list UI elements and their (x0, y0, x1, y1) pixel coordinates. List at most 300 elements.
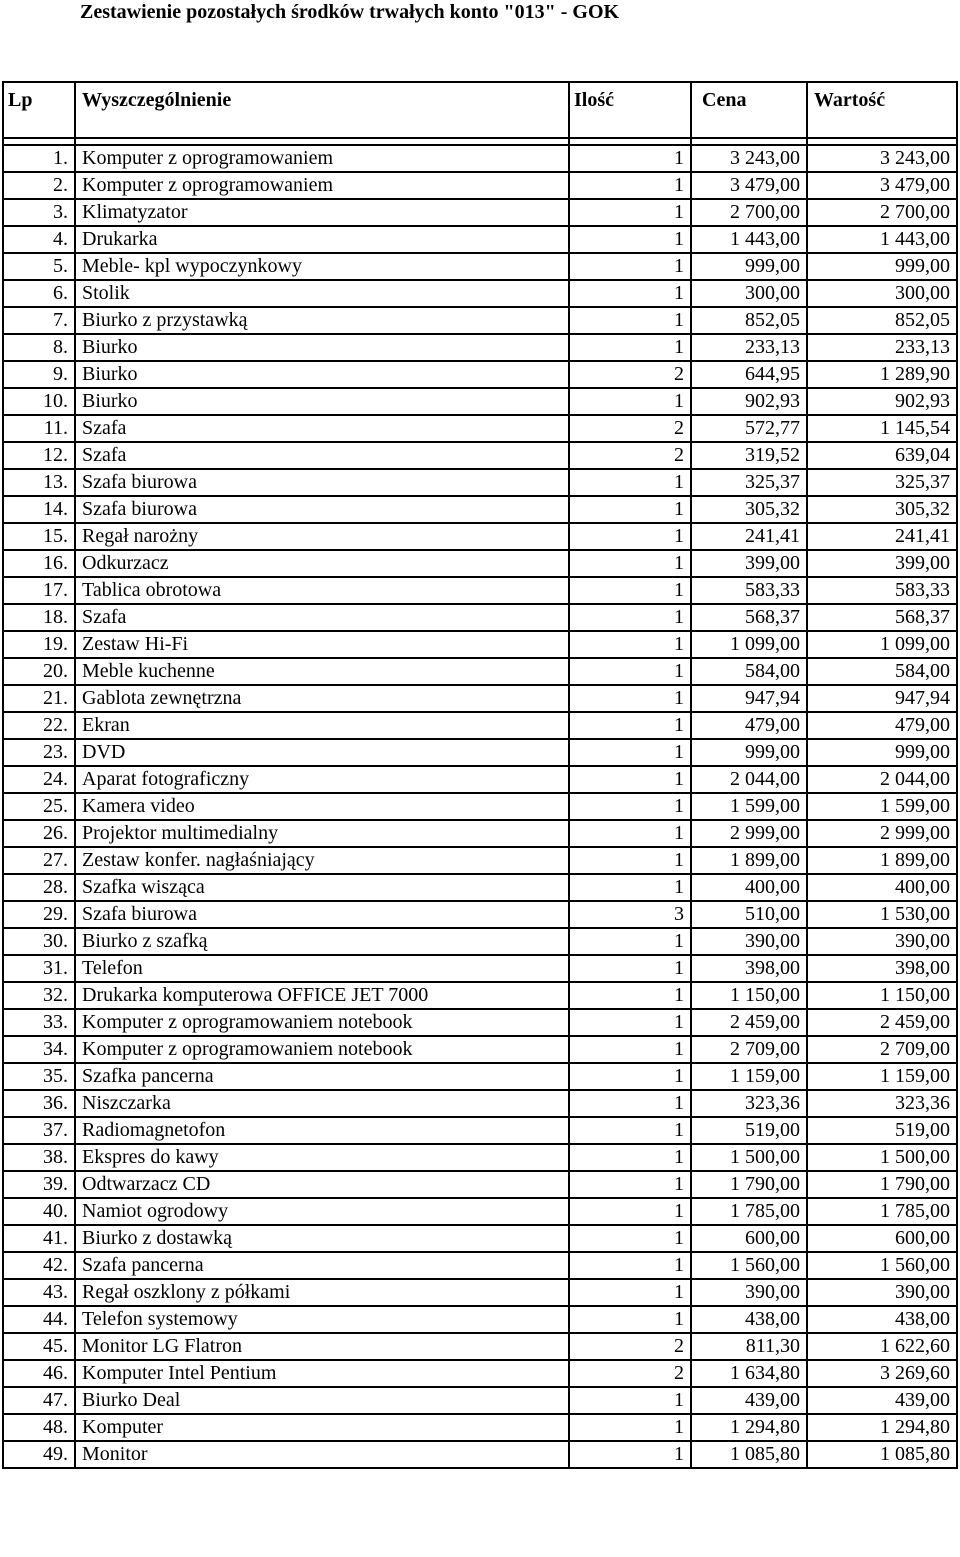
cell-name: Telefon systemowy (75, 1306, 569, 1333)
cell-price: 510,00 (691, 901, 807, 928)
table-row (3, 1360, 957, 1387)
cell-quantity: 1 (569, 1063, 691, 1090)
cell-name: Komputer z oprogramowaniem (75, 172, 569, 199)
cell-lp: 2. (3, 172, 75, 199)
cell-quantity: 1 (569, 1414, 691, 1441)
cell-quantity: 1 (569, 523, 691, 550)
cell-quantity: 1 (569, 496, 691, 523)
page-title: Zestawienie pozostałych środków trwałych konto "013" - GOK (80, 1, 620, 23)
cell-name: Biurko z przystawką (75, 307, 569, 334)
cell-price: 2 700,00 (691, 199, 807, 226)
cell-lp: 24. (3, 766, 75, 793)
cell-name: Ekran (75, 712, 569, 739)
table-row (3, 1225, 957, 1252)
cell-price: 2 459,00 (691, 1009, 807, 1036)
cell-price: 319,52 (691, 442, 807, 469)
header-price: Cena (691, 82, 807, 138)
cell-quantity: 1 (569, 685, 691, 712)
cell-lp: 14. (3, 496, 75, 523)
table-row (3, 847, 957, 874)
cell-value: 1 785,00 (807, 1198, 957, 1225)
cell-name: DVD (75, 739, 569, 766)
table-row (3, 1414, 957, 1441)
cell-quantity: 1 (569, 145, 691, 172)
cell-name: Niszczarka (75, 1090, 569, 1117)
cell-quantity: 1 (569, 469, 691, 496)
table-row (3, 1441, 957, 1468)
cell-price: 325,37 (691, 469, 807, 496)
cell-price: 947,94 (691, 685, 807, 712)
cell-lp: 15. (3, 523, 75, 550)
cell-name: Gablota zewnętrzna (75, 685, 569, 712)
cell-quantity: 1 (569, 253, 691, 280)
cell-value: 1 500,00 (807, 1144, 957, 1171)
table-row (3, 820, 957, 847)
cell-lp: 41. (3, 1225, 75, 1252)
cell-lp: 10. (3, 388, 75, 415)
cell-value: 241,41 (807, 523, 957, 550)
cell-price: 1 150,00 (691, 982, 807, 1009)
cell-price: 644,95 (691, 361, 807, 388)
table-body (3, 138, 957, 1468)
cell-quantity: 1 (569, 1144, 691, 1171)
cell-name: Szafa biurowa (75, 496, 569, 523)
cell-quantity: 1 (569, 1198, 691, 1225)
table-row (3, 604, 957, 631)
fixed-assets-table (2, 81, 958, 1469)
cell-lp: 25. (3, 793, 75, 820)
cell-name: Namiot ogrodowy (75, 1198, 569, 1225)
table-row (3, 1279, 957, 1306)
cell-price: 233,13 (691, 334, 807, 361)
table-row (3, 253, 957, 280)
table-row (3, 280, 957, 307)
cell-value: 325,37 (807, 469, 957, 496)
cell-quantity: 1 (569, 226, 691, 253)
table-row (3, 388, 957, 415)
cell-price: 2 044,00 (691, 766, 807, 793)
cell-lp: 12. (3, 442, 75, 469)
cell-value: 583,33 (807, 577, 957, 604)
cell-lp: 7. (3, 307, 75, 334)
cell-value: 3 479,00 (807, 172, 957, 199)
cell-name: Klimatyzator (75, 199, 569, 226)
cell-price: 811,30 (691, 1333, 807, 1360)
cell-lp: 29. (3, 901, 75, 928)
cell-price: 568,37 (691, 604, 807, 631)
cell-price: 519,00 (691, 1117, 807, 1144)
table-row (3, 766, 957, 793)
cell-quantity: 2 (569, 442, 691, 469)
cell-name: Meble- kpl wypoczynkowy (75, 253, 569, 280)
cell-name: Szafa (75, 415, 569, 442)
cell-value: 947,94 (807, 685, 957, 712)
cell-value: 1 622,60 (807, 1333, 957, 1360)
cell-value: 1 294,80 (807, 1414, 957, 1441)
cell-lp: 4. (3, 226, 75, 253)
table-row (3, 226, 957, 253)
cell-name: Aparat fotograficzny (75, 766, 569, 793)
table-row (3, 712, 957, 739)
spacer-cell (691, 138, 807, 145)
cell-lp: 1. (3, 145, 75, 172)
header-value: Wartość (807, 82, 957, 138)
cell-quantity: 1 (569, 712, 691, 739)
cell-value: 1 145,54 (807, 415, 957, 442)
cell-quantity: 1 (569, 1306, 691, 1333)
cell-lp: 37. (3, 1117, 75, 1144)
cell-lp: 49. (3, 1441, 75, 1468)
cell-lp: 18. (3, 604, 75, 631)
table-row (3, 1090, 957, 1117)
cell-value: 2 700,00 (807, 199, 957, 226)
cell-value: 439,00 (807, 1387, 957, 1414)
cell-price: 390,00 (691, 1279, 807, 1306)
table-row (3, 1144, 957, 1171)
cell-lp: 35. (3, 1063, 75, 1090)
cell-lp: 21. (3, 685, 75, 712)
cell-value: 438,00 (807, 1306, 957, 1333)
spacer-cell (807, 138, 957, 145)
cell-lp: 46. (3, 1360, 75, 1387)
cell-value: 584,00 (807, 658, 957, 685)
cell-price: 1 159,00 (691, 1063, 807, 1090)
cell-price: 1 500,00 (691, 1144, 807, 1171)
cell-quantity: 1 (569, 577, 691, 604)
cell-price: 1 443,00 (691, 226, 807, 253)
table-row (3, 874, 957, 901)
cell-quantity: 1 (569, 820, 691, 847)
table-row (3, 1387, 957, 1414)
table-row (3, 199, 957, 226)
cell-lp: 13. (3, 469, 75, 496)
cell-value: 1 289,90 (807, 361, 957, 388)
cell-price: 583,33 (691, 577, 807, 604)
cell-quantity: 1 (569, 1036, 691, 1063)
cell-price: 999,00 (691, 253, 807, 280)
cell-price: 390,00 (691, 928, 807, 955)
table-row (3, 685, 957, 712)
table-row (3, 1306, 957, 1333)
cell-lp: 11. (3, 415, 75, 442)
cell-name: Monitor (75, 1441, 569, 1468)
table-row (3, 1333, 957, 1360)
cell-value: 300,00 (807, 280, 957, 307)
spacer-cell (569, 138, 691, 145)
cell-value: 3 243,00 (807, 145, 957, 172)
cell-price: 1 899,00 (691, 847, 807, 874)
cell-price: 852,05 (691, 307, 807, 334)
cell-name: Biurko (75, 361, 569, 388)
cell-quantity: 1 (569, 631, 691, 658)
cell-value: 999,00 (807, 253, 957, 280)
cell-price: 305,32 (691, 496, 807, 523)
cell-quantity: 1 (569, 793, 691, 820)
cell-price: 439,00 (691, 1387, 807, 1414)
cell-value: 2 999,00 (807, 820, 957, 847)
cell-name: Odtwarzacz CD (75, 1171, 569, 1198)
cell-lp: 36. (3, 1090, 75, 1117)
cell-value: 600,00 (807, 1225, 957, 1252)
cell-value: 323,36 (807, 1090, 957, 1117)
table-row (3, 172, 957, 199)
cell-quantity: 1 (569, 1252, 691, 1279)
cell-value: 3 269,60 (807, 1360, 957, 1387)
cell-value: 305,32 (807, 496, 957, 523)
cell-lp: 22. (3, 712, 75, 739)
cell-value: 568,37 (807, 604, 957, 631)
cell-name: Szafa (75, 604, 569, 631)
cell-lp: 45. (3, 1333, 75, 1360)
cell-quantity: 1 (569, 604, 691, 631)
cell-quantity: 1 (569, 1090, 691, 1117)
cell-name: Tablica obrotowa (75, 577, 569, 604)
cell-name: Komputer z oprogramowaniem (75, 145, 569, 172)
header-lp: Lp (3, 82, 75, 138)
cell-value: 2 459,00 (807, 1009, 957, 1036)
cell-name: Telefon (75, 955, 569, 982)
cell-quantity: 2 (569, 1360, 691, 1387)
cell-name: Biurko Deal (75, 1387, 569, 1414)
cell-price: 902,93 (691, 388, 807, 415)
cell-name: Zestaw konfer. nagłaśniający (75, 847, 569, 874)
cell-quantity: 1 (569, 766, 691, 793)
cell-quantity: 1 (569, 1171, 691, 1198)
table-row (3, 1198, 957, 1225)
cell-value: 400,00 (807, 874, 957, 901)
header-quantity: Ilość (569, 82, 691, 138)
cell-value: 1 599,00 (807, 793, 957, 820)
cell-name: Szafa (75, 442, 569, 469)
cell-name: Stolik (75, 280, 569, 307)
cell-name: Biurko (75, 388, 569, 415)
table-header (3, 82, 957, 138)
cell-name: Meble kuchenne (75, 658, 569, 685)
cell-name: Szafka wisząca (75, 874, 569, 901)
cell-price: 584,00 (691, 658, 807, 685)
cell-name: Szafa biurowa (75, 901, 569, 928)
cell-price: 600,00 (691, 1225, 807, 1252)
cell-lp: 19. (3, 631, 75, 658)
cell-price: 241,41 (691, 523, 807, 550)
cell-price: 2 709,00 (691, 1036, 807, 1063)
cell-lp: 39. (3, 1171, 75, 1198)
cell-value: 1 899,00 (807, 847, 957, 874)
cell-lp: 5. (3, 253, 75, 280)
cell-price: 1 790,00 (691, 1171, 807, 1198)
cell-price: 2 999,00 (691, 820, 807, 847)
cell-name: Komputer z oprogramowaniem notebook (75, 1036, 569, 1063)
cell-lp: 27. (3, 847, 75, 874)
table-row (3, 955, 957, 982)
table-row (3, 334, 957, 361)
cell-name: Biurko z dostawką (75, 1225, 569, 1252)
cell-lp: 3. (3, 199, 75, 226)
cell-price: 323,36 (691, 1090, 807, 1117)
cell-lp: 8. (3, 334, 75, 361)
spacer-row (3, 138, 957, 145)
cell-quantity: 1 (569, 982, 691, 1009)
cell-lp: 47. (3, 1387, 75, 1414)
cell-lp: 30. (3, 928, 75, 955)
cell-quantity: 1 (569, 1117, 691, 1144)
table-row (3, 658, 957, 685)
table-row (3, 631, 957, 658)
cell-value: 2 709,00 (807, 1036, 957, 1063)
cell-lp: 32. (3, 982, 75, 1009)
table-row (3, 361, 957, 388)
table-row (3, 928, 957, 955)
cell-name: Drukarka komputerowa OFFICE JET 7000 (75, 982, 569, 1009)
cell-value: 1 790,00 (807, 1171, 957, 1198)
cell-value: 519,00 (807, 1117, 957, 1144)
cell-price: 438,00 (691, 1306, 807, 1333)
cell-price: 1 294,80 (691, 1414, 807, 1441)
header-row (3, 82, 957, 138)
table-row (3, 982, 957, 1009)
cell-lp: 28. (3, 874, 75, 901)
cell-price: 400,00 (691, 874, 807, 901)
table-row (3, 307, 957, 334)
cell-name: Odkurzacz (75, 550, 569, 577)
cell-quantity: 1 (569, 928, 691, 955)
cell-lp: 48. (3, 1414, 75, 1441)
cell-quantity: 1 (569, 172, 691, 199)
cell-quantity: 1 (569, 388, 691, 415)
table-row (3, 1117, 957, 1144)
cell-name: Szafa pancerna (75, 1252, 569, 1279)
cell-quantity: 1 (569, 550, 691, 577)
table-row (3, 1252, 957, 1279)
cell-price: 1 634,80 (691, 1360, 807, 1387)
cell-quantity: 2 (569, 1333, 691, 1360)
cell-lp: 6. (3, 280, 75, 307)
cell-value: 639,04 (807, 442, 957, 469)
cell-value: 1 560,00 (807, 1252, 957, 1279)
cell-name: Projektor multimedialny (75, 820, 569, 847)
table-row (3, 577, 957, 604)
cell-name: Drukarka (75, 226, 569, 253)
cell-quantity: 1 (569, 334, 691, 361)
cell-value: 1 150,00 (807, 982, 957, 1009)
cell-value: 399,00 (807, 550, 957, 577)
cell-lp: 44. (3, 1306, 75, 1333)
cell-name: Kamera video (75, 793, 569, 820)
cell-name: Monitor LG Flatron (75, 1333, 569, 1360)
cell-name: Biurko z szafką (75, 928, 569, 955)
table-row (3, 793, 957, 820)
cell-name: Komputer Intel Pentium (75, 1360, 569, 1387)
cell-value: 852,05 (807, 307, 957, 334)
cell-lp: 31. (3, 955, 75, 982)
header-name: Wyszczególnienie (75, 82, 569, 138)
cell-name: Szafa biurowa (75, 469, 569, 496)
table-row (3, 469, 957, 496)
table-row (3, 739, 957, 766)
cell-name: Ekspres do kawy (75, 1144, 569, 1171)
cell-lp: 17. (3, 577, 75, 604)
cell-price: 3 479,00 (691, 172, 807, 199)
cell-quantity: 1 (569, 1387, 691, 1414)
table-row (3, 550, 957, 577)
table-row (3, 496, 957, 523)
cell-quantity: 1 (569, 1225, 691, 1252)
cell-lp: 34. (3, 1036, 75, 1063)
cell-price: 572,77 (691, 415, 807, 442)
cell-name: Komputer (75, 1414, 569, 1441)
cell-price: 1 085,80 (691, 1441, 807, 1468)
cell-name: Biurko (75, 334, 569, 361)
cell-price: 3 243,00 (691, 145, 807, 172)
cell-lp: 42. (3, 1252, 75, 1279)
table-row (3, 1036, 957, 1063)
cell-quantity: 2 (569, 361, 691, 388)
cell-value: 479,00 (807, 712, 957, 739)
cell-price: 300,00 (691, 280, 807, 307)
cell-name: Regał oszklony z półkami (75, 1279, 569, 1306)
spacer-cell (3, 138, 75, 145)
cell-value: 999,00 (807, 739, 957, 766)
cell-quantity: 1 (569, 1279, 691, 1306)
cell-value: 390,00 (807, 928, 957, 955)
cell-value: 1 085,80 (807, 1441, 957, 1468)
table-row (3, 415, 957, 442)
cell-lp: 40. (3, 1198, 75, 1225)
cell-quantity: 1 (569, 1009, 691, 1036)
cell-price: 999,00 (691, 739, 807, 766)
cell-value: 233,13 (807, 334, 957, 361)
spacer-cell (75, 138, 569, 145)
cell-lp: 43. (3, 1279, 75, 1306)
table-row (3, 1063, 957, 1090)
cell-price: 1 560,00 (691, 1252, 807, 1279)
cell-quantity: 1 (569, 874, 691, 901)
cell-quantity: 2 (569, 415, 691, 442)
table-row (3, 145, 957, 172)
cell-value: 1 159,00 (807, 1063, 957, 1090)
cell-name: Szafka pancerna (75, 1063, 569, 1090)
table-row (3, 1171, 957, 1198)
table-row (3, 901, 957, 928)
cell-price: 1 599,00 (691, 793, 807, 820)
cell-value: 1 530,00 (807, 901, 957, 928)
cell-value: 398,00 (807, 955, 957, 982)
cell-name: Zestaw Hi-Fi (75, 631, 569, 658)
cell-lp: 26. (3, 820, 75, 847)
table-row (3, 1009, 957, 1036)
table-row (3, 523, 957, 550)
cell-lp: 23. (3, 739, 75, 766)
cell-quantity: 1 (569, 739, 691, 766)
cell-name: Regał narożny (75, 523, 569, 550)
cell-price: 479,00 (691, 712, 807, 739)
cell-quantity: 1 (569, 280, 691, 307)
cell-value: 2 044,00 (807, 766, 957, 793)
cell-quantity: 3 (569, 901, 691, 928)
cell-price: 399,00 (691, 550, 807, 577)
cell-quantity: 1 (569, 199, 691, 226)
cell-value: 902,93 (807, 388, 957, 415)
cell-lp: 20. (3, 658, 75, 685)
cell-price: 398,00 (691, 955, 807, 982)
cell-value: 390,00 (807, 1279, 957, 1306)
cell-value: 1 099,00 (807, 631, 957, 658)
cell-lp: 9. (3, 361, 75, 388)
cell-quantity: 1 (569, 847, 691, 874)
cell-lp: 38. (3, 1144, 75, 1171)
cell-quantity: 1 (569, 955, 691, 982)
cell-price: 1 099,00 (691, 631, 807, 658)
